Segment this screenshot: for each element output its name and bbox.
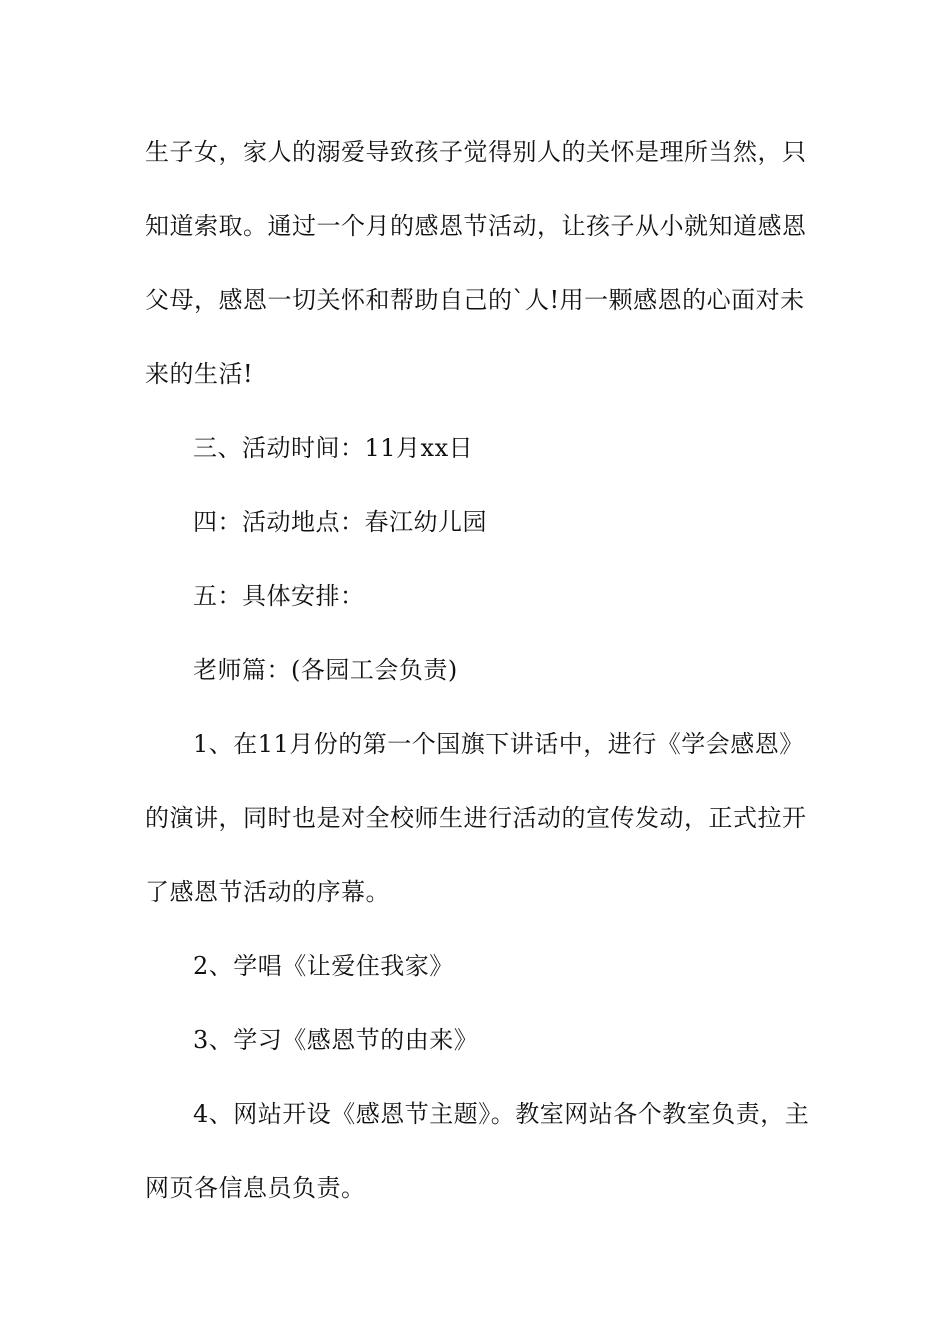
section-heading-location: 四：活动地点：春江幼儿园	[193, 508, 487, 536]
section-heading-time: 三、活动时间：11月xx日	[193, 434, 474, 462]
list-item-3: 3、学习《感恩节的由来》	[193, 1026, 479, 1054]
paragraph-line: 生子女，家人的溺爱导致孩子觉得别人的关怀是理所当然，只	[145, 138, 807, 166]
paragraph-line: 父母，感恩一切关怀和帮助自己的`人!用一颗感恩的心面对未	[145, 286, 805, 314]
list-item-4: 4、网站开设《感恩节主题》。教室网站各个教室负责，主	[193, 1100, 810, 1128]
paragraph-line: 的演讲，同时也是对全校师生进行活动的宣传发动，正式拉开	[145, 804, 807, 832]
paragraph-line: 来的生活!	[145, 360, 254, 388]
subsection-teachers: 老师篇：(各园工会负责)	[193, 656, 458, 684]
section-heading-arrangement: 五：具体安排：	[193, 582, 365, 610]
paragraph-line: 网页各信息员负责。	[145, 1174, 366, 1202]
paragraph-line: 知道索取。通过一个月的感恩节活动，让孩子从小就知道感恩	[145, 212, 807, 240]
list-item-2: 2、学唱《让爱住我家》	[193, 952, 454, 980]
paragraph-line: 了感恩节活动的序幕。	[145, 878, 390, 906]
list-item-1: 1、在11月份的第一个国旗下讲话中，进行《学会感恩》	[193, 730, 804, 758]
